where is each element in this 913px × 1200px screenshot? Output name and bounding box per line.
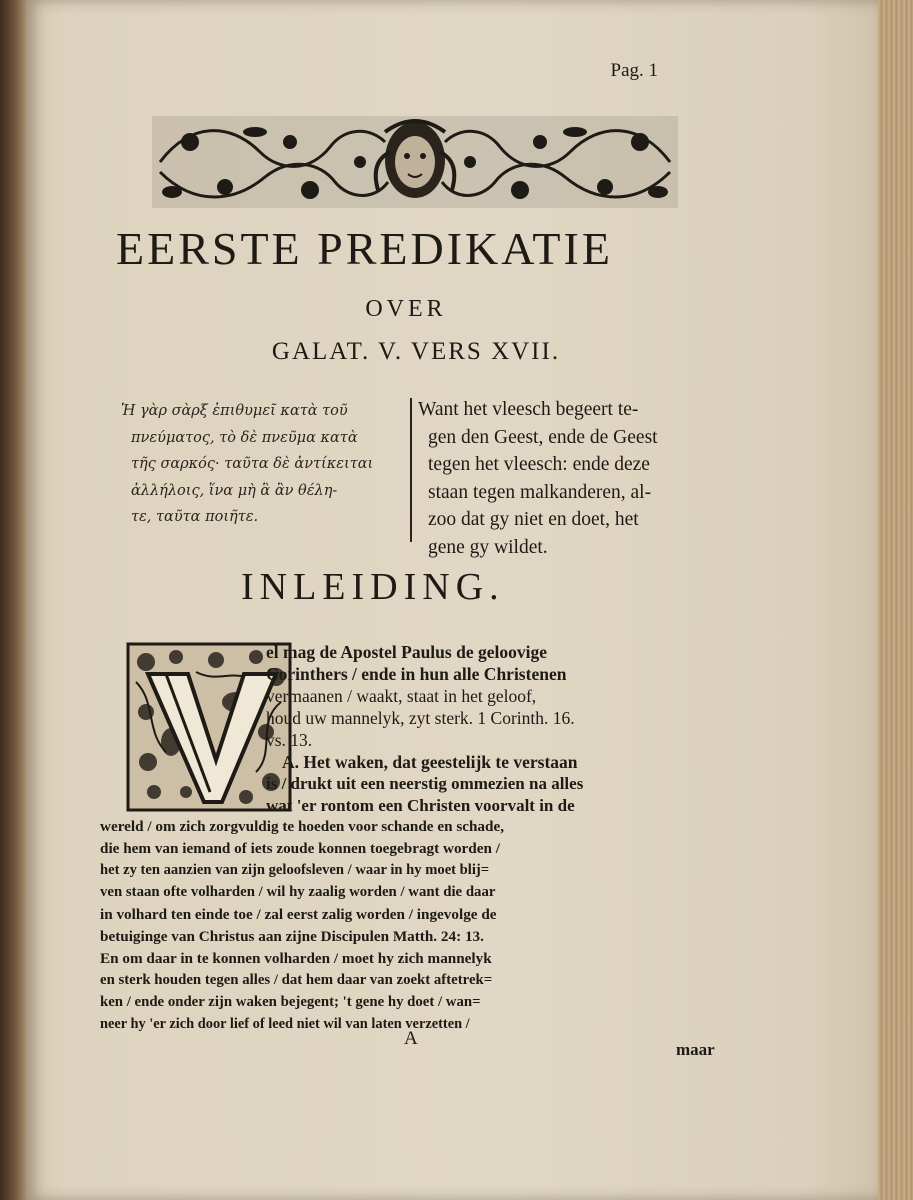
- dutch-verse-line: staan tegen malkanderen, al-: [428, 481, 652, 503]
- body-line: A. Het waken, dat geestelijk te verstaan: [282, 752, 578, 772]
- greek-verse: [121, 398, 406, 531]
- catchword: maar: [676, 1040, 715, 1059]
- dutch-verse-line: Want het vleesch begeert te-: [418, 399, 639, 420]
- body-line: vermaanen / waakt, staat in het geloof,: [266, 686, 537, 706]
- body-line: wereld / om zich zorgvuldig te hoeden voor schande en schade,: [100, 818, 505, 835]
- body-line: En om daar in te konnen volharden / moet hy zich mannelyk: [100, 950, 492, 967]
- dutch-verse: [418, 396, 718, 561]
- body-line: houd uw mannelyk, zyt sterk. 1 Corinth. 16.: [266, 708, 575, 728]
- greek-verse-line: τῆς σαρκός· ταῦτα δὲ ἀντίκειται: [131, 456, 374, 472]
- dutch-verse-line: zoo dat gy niet en doet, het: [428, 509, 639, 530]
- signature-mark: A: [404, 1028, 418, 1049]
- book-gutter: [0, 0, 26, 1200]
- body-line: el mag de Apostel Paulus de geloovige: [266, 642, 547, 662]
- greek-verse-line: πνεύματος, τὸ δὲ πνεῦμα κατὰ: [131, 429, 358, 446]
- subtitle-over: OVER: [365, 296, 447, 322]
- greek-verse-line: τε, ταῦτα ποιῆτε.: [131, 509, 259, 525]
- printed-page: [26, 0, 878, 1200]
- page-edges: [878, 0, 913, 1200]
- sermon-title: EERSTE PREDIKATIE: [116, 223, 613, 274]
- section-heading: INLEIDING.: [241, 566, 505, 608]
- body-line: neer hy 'er zich door lief of leed niet wil van laten verzetten /: [100, 1016, 470, 1032]
- body-line: ven staan ofte volharden / wil hy zaalig worden / want die daar: [100, 884, 496, 900]
- dutch-verse-line: gen den Geest, ende de Geest: [428, 426, 658, 448]
- body-line: Corinthers / ende in hun alle Christenen: [266, 664, 567, 684]
- greek-verse-line: ἀλλήλοις, ἵνα μὴ ἃ ἂν θέλη-: [131, 482, 338, 499]
- body-line: is / drukt uit een neerstig ommezien na alles: [266, 774, 584, 793]
- dutch-verse-line: gene gy wildet.: [428, 536, 548, 558]
- body-line: het zy ten aanzien van zijn geloofsleven / waar in hy moet blij=: [100, 862, 490, 878]
- body-line: en sterk houden tegen alles / dat hem daar van zoekt aftetrek=: [100, 972, 493, 988]
- scripture-reference: GALAT. V. VERS XVII.: [271, 338, 561, 365]
- dutch-verse-line: tegen het vleesch: ende deze: [428, 454, 650, 475]
- body-line: ken / ende onder zijn waken bejegent; 't gene hy doet / wan=: [100, 994, 481, 1010]
- body-line: in volhard ten einde toe / zal eerst zalig worden / ingevolge de: [100, 906, 497, 923]
- floral-headpiece-icon: [150, 112, 680, 212]
- body-line: betuiginge van Christus aan zijne Discipulen Matth. 24: 13.: [100, 928, 484, 945]
- body-line: die hem van iemand of iets zoude konnen toegebragt worden /: [100, 840, 500, 857]
- body-line: vs. 13.: [266, 730, 313, 750]
- body-line: wat 'er rontom een Christen voorvalt in de: [266, 796, 575, 815]
- greek-verse-line: Ἡ γὰρ σὰρξ ἐπιθυμεῖ κατὰ τοῦ: [121, 403, 348, 419]
- page-number: Pag. 1: [610, 60, 658, 81]
- column-divider: [410, 398, 412, 542]
